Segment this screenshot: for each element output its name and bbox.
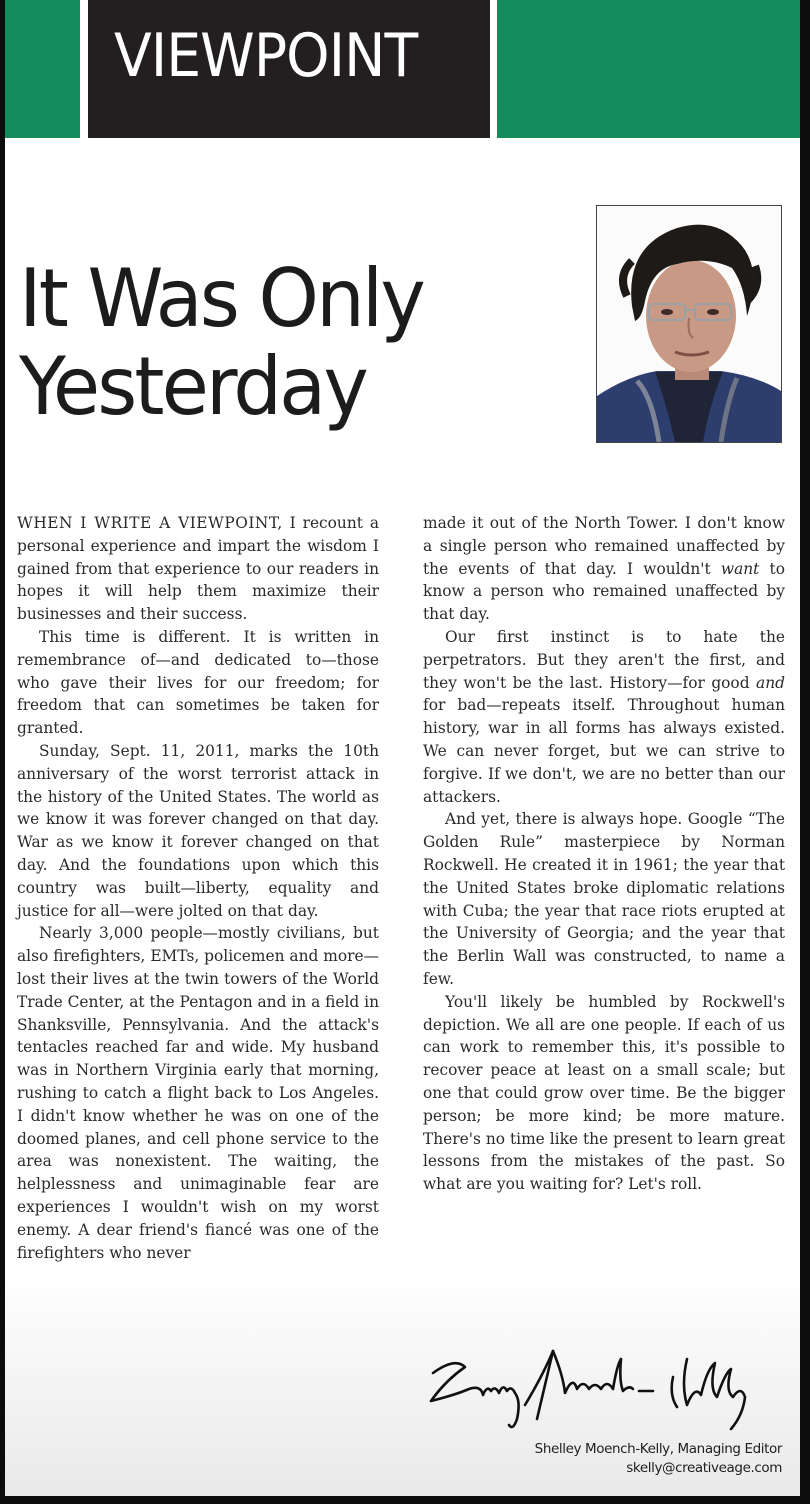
article-headline xyxy=(19,252,423,433)
paragraph-text: to know a person who remained unaffected by that day. xyxy=(423,559,785,624)
emphasis: want xyxy=(720,559,760,578)
section-label: VIEWPOINT xyxy=(114,21,418,91)
paragraph: And yet, there is always hope. Google “The Golden Rule” masterpiece by Norman Rockwell. He created it in 1961; the year that the United States broke diplomatic relations with Cuba; the year that race riots erupted at the University of Georgia; and the year that the Berlin Wall was constructed, to name a few. xyxy=(423,810,785,988)
author-email[interactable]: skelly@creativeage.com xyxy=(626,1460,782,1476)
headline-text: It Was Only Yesterday xyxy=(19,252,423,433)
paragraph: Nearly 3,000 people—mostly civilians, but also firefighters, EMTs, policemen and more—lost their lives at the twin towers of the World Trade Center, at the Pentagon and in a field in Shanksville, Pennsylvania. And the attack's tentacles reached far and wide. My husband was in Northern Virginia early that morning, rushing to catch a flight back to Los Angeles. I didn't know whether he was on one of the doomed planes, and cell phone service to the area was nonexistent. The waiting, the helplessness and unimaginable fear are experiences I wouldn't wish on my worst enemy. A dear friend's fiancé was one of the firefighters who never xyxy=(17,924,380,1262)
header-green-bar-right xyxy=(497,0,800,138)
lead-in: WHEN I WRITE A VIEWPOINT, xyxy=(17,514,283,532)
author-portrait xyxy=(596,205,782,443)
paragraph xyxy=(17,512,379,626)
signature-icon xyxy=(425,1345,785,1435)
section-label-box xyxy=(88,0,490,138)
paragraph-text: Our first instinct is to hate the perpetrators. But they aren't the first, and they won't be the last. History—for good xyxy=(423,627,785,692)
author-byline xyxy=(535,1440,782,1478)
paragraph-text: for bad—repeats itself. Throughout human history, war in all forms has always existed. We can never forget, but we can strive to forgive. If we don't, we are no better than our attackers. xyxy=(423,696,785,806)
paragraph: This time is different. It is written in remembrance of—and dedicated to—those who gave their lives for our freedom; for freedom that can sometimes be taken for granted. xyxy=(17,627,379,738)
header-green-bar-left xyxy=(5,0,80,138)
paragraph-text: made it out of the North Tower. I don't know a single person who remained unaffected by the events of that day. I wouldn't xyxy=(423,514,785,578)
paragraph: Sunday, Sept. 11, 2011, marks the 10th anniversary of the worst terrorist attack in the history of the United States. The world as we know it was forever changed on that day. War as we know it forever changed on that day. And the foundations upon which this country was built—liberty, equality and justice for all—were jolted on that day. xyxy=(17,741,379,920)
article-column-left xyxy=(17,512,379,1264)
magazine-page xyxy=(5,0,800,1496)
paragraph: You'll likely be humbled by Rockwell's depiction. We all are one people. If each of us can work to remember this, it's possible to recover peace at least on a small scale; but one that could grow over time. Be the bigger person; be more kind; be more mature. There's no time like the present to learn great lessons from the mistakes of the past. So what are you waiting for? Let's roll. xyxy=(423,992,785,1194)
author-name-title: Shelley Moench-Kelly, Managing Editor xyxy=(534,1441,782,1457)
paragraph-text: I recount a personal experience and impart the wisdom I gained from that experience to our readers in hopes it will help them maximize their businesses and their success. xyxy=(17,514,379,624)
emphasis: and xyxy=(756,673,785,692)
paragraph xyxy=(423,626,785,808)
portrait-image-icon xyxy=(597,206,781,442)
article-column-right xyxy=(423,512,785,1196)
paragraph xyxy=(423,512,785,626)
